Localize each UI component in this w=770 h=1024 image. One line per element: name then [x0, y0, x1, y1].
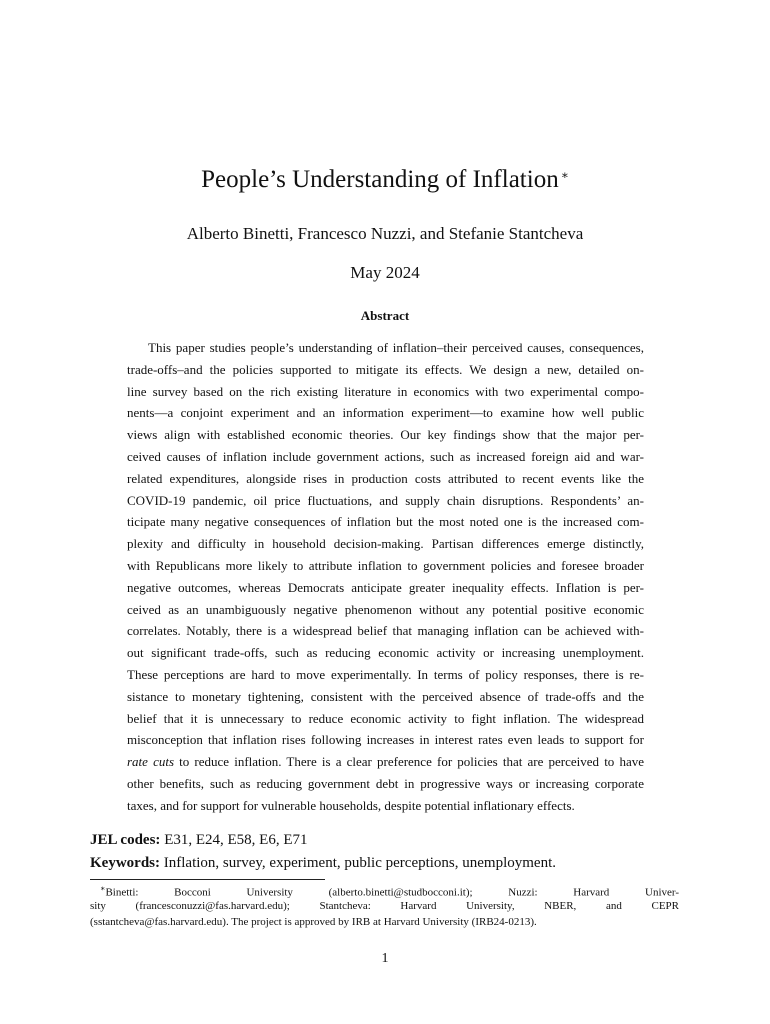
paper-title [0, 166, 770, 194]
abstract-italic-text: rate cuts [127, 754, 175, 770]
abstract-line: These perceptions are hard to move experimentally. In terms of policy responses, there is re- [127, 666, 644, 682]
abstract-line: belief that it is unnecessary to reduce economic activity to fight inflation. The widespread [127, 710, 644, 726]
abstract-line: negative outcomes, whereas Democrats anticipate greater inequality effects. Inflation is per- [127, 579, 644, 595]
abstract-line: ceived as an unambiguously negative phenomenon without any potential positive economic [127, 601, 644, 617]
footnote-mark: ∗ [100, 884, 106, 893]
abstract-line: other benefits, such as reducing government debt in progressive ways or increasing corporate [127, 775, 644, 791]
jel-codes [90, 832, 308, 849]
jel-codes-label: JEL codes: [90, 832, 161, 848]
abstract-line: plexity and difficulty in household decision-making. Partisan differences emerge distinctly, [127, 536, 644, 552]
abstract-line: ticipate many negative consequences of inflation but the most noted one is the increased com- [127, 514, 644, 530]
abstract-line: trade-offs–and the policies supported to mitigate its effects. We design a new, detailed on- [127, 361, 644, 377]
abstract-line: sistance to monetary tightening, consistent with the perceived absence of trade-offs and the [127, 688, 644, 704]
abstract-line: misconception that inflation rises following increases in interest rates even leads to support for [127, 732, 644, 748]
abstract-body [127, 337, 644, 817]
abstract-line: correlates. Notably, there is a widespread belief that managing inflation can be achieved with- [127, 623, 644, 639]
abstract-line-with-italic [127, 751, 644, 773]
title-footnote-mark: ∗ [560, 168, 569, 182]
author-footnote [90, 881, 679, 931]
footnote-line: sity (francesconuzzi@fas.harvard.edu); Stantcheva: Harvard University, NBER, and CEPR [90, 899, 679, 912]
abstract-line: taxes, and for support for vulnerable households, despite potential inflationary effects. [127, 797, 575, 813]
abstract-line: views align with established economic theories. Our key findings show that the major per- [127, 427, 644, 443]
paper-date: May 2024 [350, 263, 420, 282]
page-number: 1 [381, 951, 389, 966]
footnote-line [90, 881, 679, 898]
abstract-line: out significant trade-offs, such as reducing economic activity or increasing unemployment. [127, 645, 644, 661]
jel-codes-value: E31, E24, E58, E6, E71 [160, 832, 308, 848]
abstract-line: nents—a conjoint experiment and an information experiment—to examine how well public [127, 405, 644, 421]
keywords [90, 855, 556, 872]
footnote-line: (sstantcheva@fas.harvard.edu). The project is approved by IRB at Harvard University (IRB24-0213). [90, 916, 537, 928]
abstract-line-rest: to reduce inflation. There is a clear preference for policies that are perceived to have [174, 754, 644, 770]
abstract-line: COVID-19 pandemic, oil price fluctuations, and supply chain disruptions. Respondents’ an- [127, 492, 644, 508]
footnote-line-text: Binetti: Bocconi University (alberto.binetti@studbocconi.it); Nuzzi: Harvard Univer- [105, 886, 679, 899]
abstract-line: related expenditures, alongside rises in production costs attributed to recent events like the [127, 470, 644, 486]
abstract-line: line survey based on the rich existing literature in economics with two experimental compo- [127, 383, 644, 399]
abstract-line: This paper studies people’s understanding of inflation–their perceived causes, consequences, [148, 340, 644, 355]
abstract-line: with Republicans more likely to attribute inflation to government policies and foresee broader [127, 557, 644, 573]
abstract-heading: Abstract [360, 308, 410, 323]
keywords-label: Keywords: [90, 855, 160, 871]
keywords-value: Inflation, survey, experiment, public perceptions, unemployment. [160, 855, 557, 871]
footnote-rule [90, 879, 325, 880]
abstract-line: ceived causes of inflation include government actions, such as increased foreign aid and war- [127, 448, 644, 464]
paper-authors: Alberto Binetti, Francesco Nuzzi, and Stefanie Stantcheva [186, 224, 584, 243]
paper-title-text: People’s Understanding of Inflation [201, 166, 559, 193]
